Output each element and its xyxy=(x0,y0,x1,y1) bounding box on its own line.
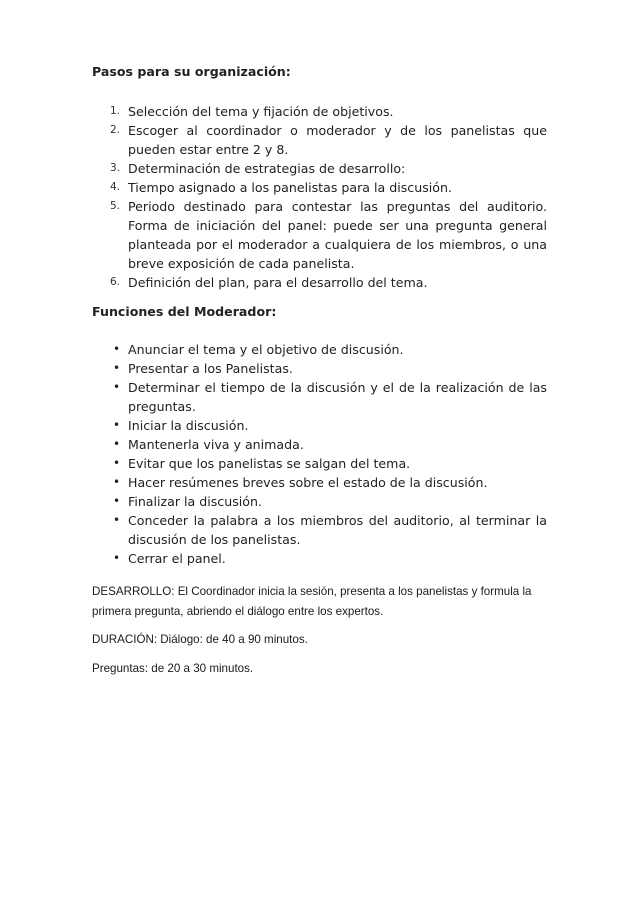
functions-list xyxy=(92,340,547,568)
list-item-text: Definición del plan, para el desarrollo del tema. xyxy=(128,275,428,290)
bullet-icon: • xyxy=(113,380,121,394)
list-item xyxy=(92,102,547,121)
list-item-text: Anunciar el tema y el objetivo de discusión. xyxy=(128,342,404,357)
bullet-icon: • xyxy=(113,418,121,432)
list-item-text: Mantenerla viva y animada. xyxy=(128,437,304,452)
list-item-text: Conceder la palabra a los miembros del auditorio, al terminar la discusión de los panelistas. xyxy=(128,513,547,547)
list-item xyxy=(92,178,547,197)
list-item-text: Periodo destinado para contestar las preguntas del auditorio. Forma de iniciación del panel: puede ser una pregunta general planteada por el moderador a cualquiera de los miembros, o una breve exposición de cada panelista. xyxy=(128,199,547,271)
steps-list xyxy=(92,102,547,292)
document-page xyxy=(92,62,547,678)
list-item-text: Cerrar el panel. xyxy=(128,551,226,566)
list-item xyxy=(92,273,547,292)
list-item-text: Determinar el tiempo de la discusión y el de la realización de las preguntas. xyxy=(128,380,547,414)
desarrollo-paragraph: DESARROLLO: El Coordinador inicia la sesión, presenta a los panelistas y formula la primera pregunta, abriendo el diálogo entre los expertos. xyxy=(92,585,532,618)
list-item xyxy=(92,340,547,359)
list-item xyxy=(92,492,547,511)
list-number: 4. xyxy=(110,181,121,193)
list-item xyxy=(92,435,547,454)
bullet-icon: • xyxy=(113,513,121,527)
bullet-icon: • xyxy=(113,456,121,470)
list-item-text: Determinación de estrategias de desarrollo: xyxy=(128,161,406,176)
list-item xyxy=(92,473,547,492)
list-item xyxy=(92,121,547,159)
bullet-icon: • xyxy=(113,361,121,375)
section-heading-moderador: Funciones del Moderador: xyxy=(92,304,277,319)
list-item xyxy=(92,416,547,435)
bullet-icon: • xyxy=(113,437,121,451)
section-heading-organizacion: Pasos para su organización: xyxy=(92,64,291,79)
list-item xyxy=(92,511,547,549)
list-number: 6. xyxy=(110,276,121,288)
list-number: 2. xyxy=(110,124,121,136)
list-item xyxy=(92,359,547,378)
list-item xyxy=(92,378,547,416)
list-number: 1. xyxy=(110,105,121,117)
list-item-text: Finalizar la discusión. xyxy=(128,494,262,509)
preguntas-paragraph: Preguntas: de 20 a 30 minutos. xyxy=(92,661,254,675)
list-item-text: Selección del tema y fijación de objetivos. xyxy=(128,104,394,119)
list-item-text: Escoger al coordinador o moderador y de los panelistas que pueden estar entre 2 y 8. xyxy=(128,123,547,157)
list-number: 3. xyxy=(110,162,121,174)
list-item xyxy=(92,197,547,273)
bullet-icon: • xyxy=(113,551,121,565)
list-item-text: Tiempo asignado a los panelistas para la discusión. xyxy=(128,180,452,195)
bullet-icon: • xyxy=(113,342,121,356)
list-item xyxy=(92,549,547,568)
list-item-text: Iniciar la discusión. xyxy=(128,418,249,433)
list-number: 5. xyxy=(110,200,121,212)
bullet-icon: • xyxy=(113,494,121,508)
duracion-paragraph: DURACIÓN: Diálogo: de 40 a 90 minutos. xyxy=(92,633,308,646)
list-item-text: Evitar que los panelistas se salgan del tema. xyxy=(128,456,411,471)
bullet-icon: • xyxy=(113,475,121,489)
list-item-text: Presentar a los Panelistas. xyxy=(128,361,293,376)
list-item xyxy=(92,159,547,178)
list-item-text: Hacer resúmenes breves sobre el estado de la discusión. xyxy=(128,475,488,490)
list-item xyxy=(92,454,547,473)
